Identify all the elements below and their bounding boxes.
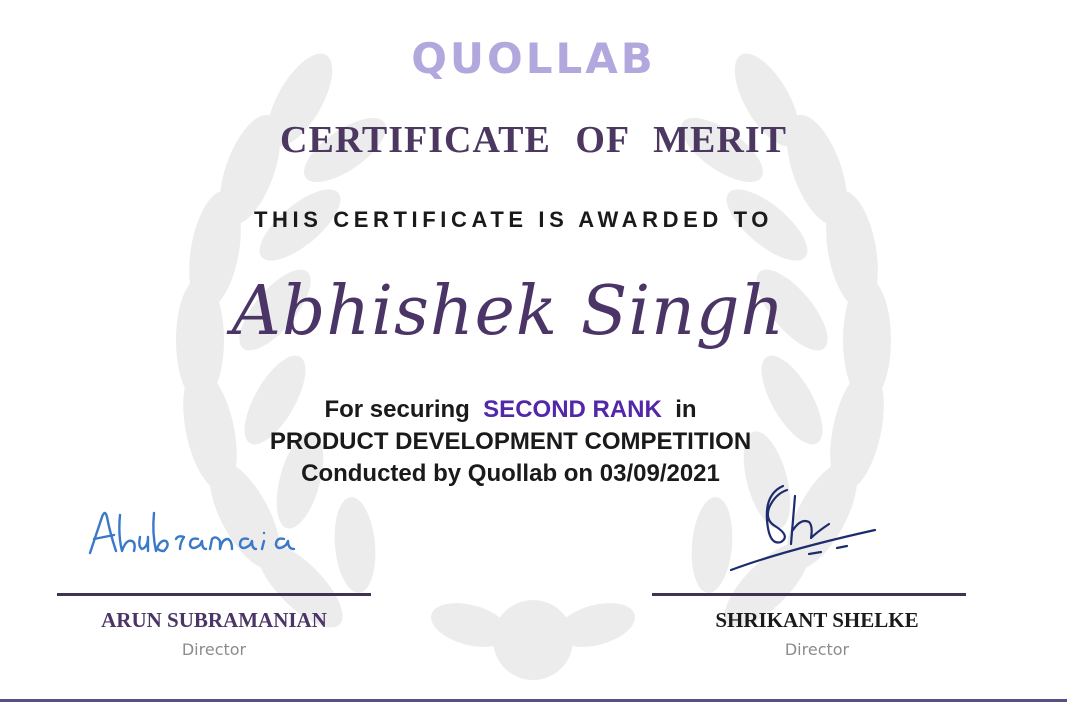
signatory-role-right: Director	[784, 640, 850, 659]
signature-line-left	[57, 593, 371, 596]
quollab-logo: QUOLLAB	[411, 34, 656, 83]
competition-name: PRODUCT DEVELOPMENT COMPETITION	[269, 428, 752, 455]
signatory-name-left: ARUN SUBRAMANIAN	[101, 608, 327, 632]
recipient-name: Abhishek Singh	[231, 272, 786, 351]
rank-text: SECOND RANK	[483, 396, 662, 423]
signatory-name-right: SHRIKANT SHELKE	[715, 608, 919, 632]
signature-line-right	[652, 593, 966, 596]
conducted-by: Conducted by Quollab on 03/09/2021	[301, 460, 720, 487]
signature-shrikant-shelke	[725, 480, 895, 575]
certificate-title: CERTIFICATE OF MERIT	[280, 119, 787, 161]
reason-line-1	[0, 394, 1021, 426]
awarded-to-heading: THIS CERTIFICATE IS AWARDED TO	[254, 207, 773, 232]
signatory-role-left: Director	[181, 640, 247, 659]
reason-prefix: For securing	[324, 396, 470, 423]
signature-arun-subramanian	[80, 495, 320, 565]
award-reason	[0, 394, 1021, 490]
reason-suffix: in	[675, 396, 697, 423]
